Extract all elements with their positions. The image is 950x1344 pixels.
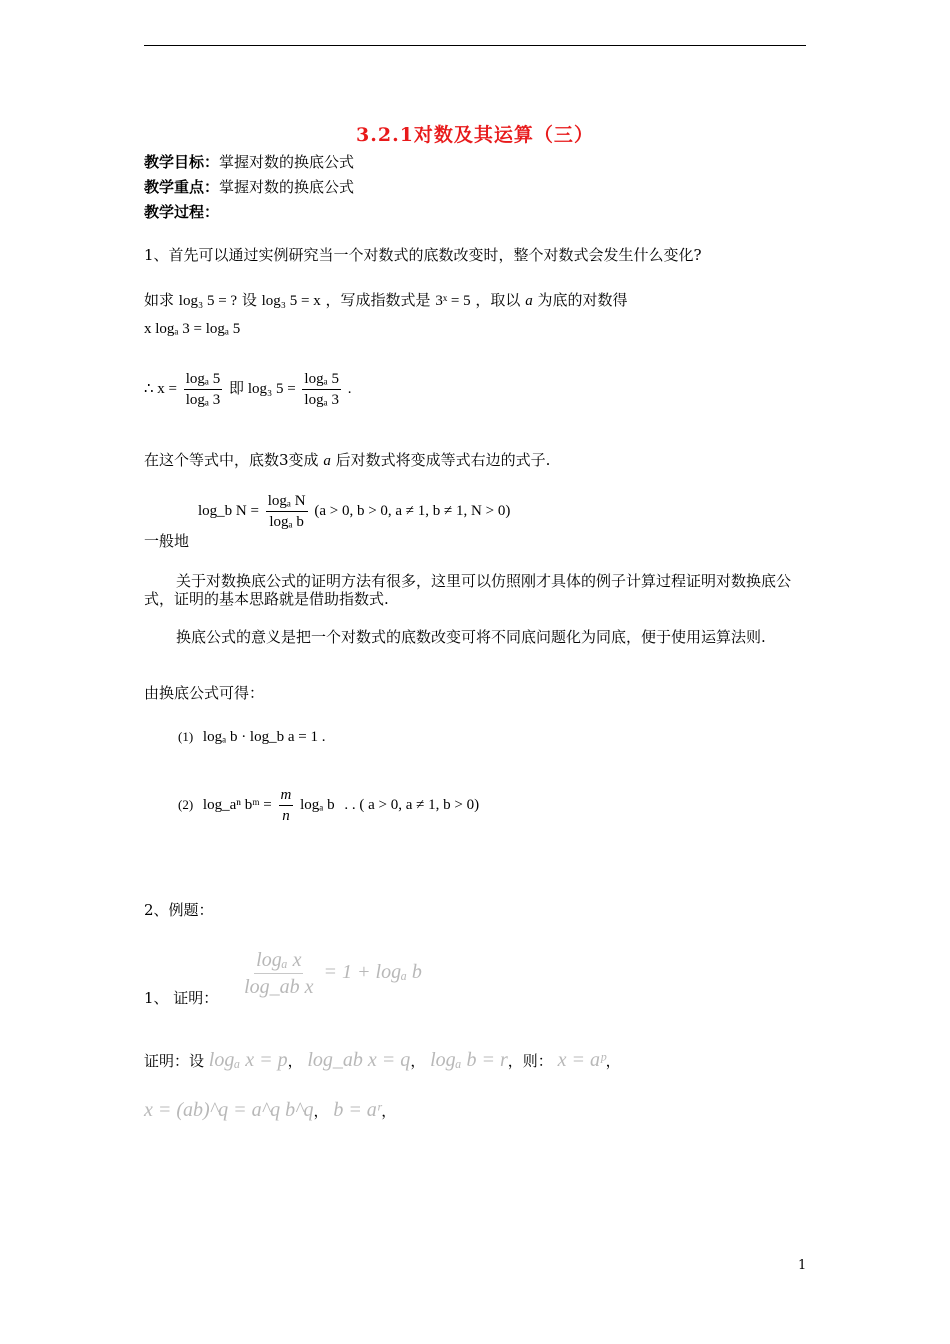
general-fraction (266, 492, 308, 531)
corollary-1 (178, 728, 325, 746)
corollary-1-label: (1) (178, 729, 194, 744)
change-text (144, 451, 550, 470)
corollary-1-end: . (321, 729, 326, 745)
therefore-mid: 即 (229, 378, 245, 397)
example-text-5: 为底的对数得 (537, 291, 628, 309)
page-title: 3.2.1对数及其运算（三） (356, 124, 594, 146)
objective-line (144, 153, 354, 171)
focus-line (144, 178, 354, 196)
proof-formula-2: log_ab x = q (307, 1049, 411, 1071)
therefore-end: . (347, 380, 352, 397)
fraction-1-num: logₐ 5 (184, 370, 223, 390)
focus-text: 掌握对数的换底公式 (219, 178, 355, 196)
general-fraction-num: logₐ N (266, 492, 308, 512)
process-label: 教学过程： (144, 203, 220, 221)
formula-a: a (525, 293, 533, 309)
example-text-4: ，取以 (475, 291, 521, 309)
example-1-label: 1、 证明： (144, 989, 219, 1008)
proof-comma-5: ， (313, 1102, 329, 1120)
general-lhs: log_b N = (198, 502, 259, 519)
example-1-num: logₐ x (254, 948, 303, 974)
formula-exponential: 3ˣ = 5 (435, 293, 471, 309)
derive-label: 由换底公式可得： (144, 684, 265, 702)
fraction-2-num: logₐ 5 (302, 370, 341, 390)
therefore-prefix: ∴ x = (144, 380, 178, 397)
objective-text: 掌握对数的换底公式 (219, 153, 355, 171)
example-text-2: 设 (241, 291, 257, 309)
example-1-den: log_ab x (244, 976, 314, 998)
fraction-1-den: logₐ 3 (185, 392, 221, 408)
example-text-1: 如求 (144, 291, 175, 309)
general-conditions: (a > 0, b > 0, a ≠ 1, b ≠ 1, N > 0) (314, 502, 511, 519)
change-text-1: 在这个等式中，底数3变成 (144, 451, 319, 469)
corollary-2-num: m (279, 786, 294, 806)
proof-label: 证明：设 (144, 1052, 205, 1070)
header-rule (144, 45, 806, 46)
proof-comma-2: ， (410, 1052, 426, 1070)
corollary-2-fraction (279, 786, 294, 825)
proof-formula-1: logₐ x = p (208, 1049, 288, 1071)
proof-comma-4: ， (605, 1052, 621, 1070)
formula-x-log: x logₐ 3 = logₐ 5 (144, 321, 241, 337)
change-of-base-formula (198, 492, 510, 531)
focus-label: 教学重点： (144, 178, 220, 196)
corollary-2 (178, 786, 479, 825)
meaning-paragraph: 换底公式的意义是把一个对数式的底数改变可将不同底问题化为同底，便于使用运算法则. (176, 628, 766, 646)
formula-log3-5-x: log₃ 5 = x (261, 293, 321, 309)
page-number: 1 (798, 1258, 807, 1273)
therefore-lhs: log₃ 5 = (247, 380, 296, 397)
corollary-2-conditions: ( a > 0, a ≠ 1, b > 0) (359, 796, 480, 813)
change-text-2: 后对数式将变成等式右边的式子. (335, 451, 551, 469)
proof-comma-6: ， (381, 1102, 397, 1120)
proof-line-2 (144, 1098, 396, 1122)
corollary-2-sep: . . (344, 796, 356, 813)
example-1-rhs: = 1 + logₐ b (323, 961, 422, 984)
corollary-2-den: n (282, 808, 290, 824)
corollary-2-lhs: log_aⁿ bᵐ = (202, 796, 272, 813)
corollary-2-rhs: logₐ b (300, 796, 335, 813)
corollary-2-label: (2) (178, 796, 194, 812)
example-1 (144, 948, 422, 1008)
fraction-2 (302, 370, 341, 409)
example-1-formula (239, 949, 422, 998)
general-fraction-den: logₐ b (269, 514, 304, 530)
proof-formula-4: x = aᵖ (557, 1049, 606, 1071)
proof-formula-6: b = aʳ (333, 1099, 382, 1121)
therefore-line (144, 370, 351, 409)
fraction-2-den: logₐ 3 (304, 392, 339, 408)
example-line (144, 291, 628, 310)
proof-formula-3: logₐ b = r (430, 1049, 508, 1071)
corollary-1-formula: logₐ b · log_b a = 1 (202, 729, 318, 745)
proof-paragraph: 关于对数换底公式的证明方法有很多，这里可以仿照刚才具体的例子计算过程证明对数换底公式，证明的基本思路就是借助指数式. (144, 572, 792, 608)
example-1-fraction (242, 948, 315, 999)
fraction-1 (184, 370, 223, 409)
proof-line-1 (144, 1048, 621, 1072)
proof-comma-1: ， (287, 1052, 303, 1070)
example-text-3: ，写成指数式是 (325, 291, 431, 309)
examples-label: 2、例题： (144, 901, 214, 919)
objective-label: 教学目标： (144, 153, 220, 171)
intro-text: 1、首先可以通过实例研究当一个对数式的底数改变时，整个对数式会发生什么变化? (144, 246, 702, 264)
change-formula-a: a (323, 453, 331, 469)
proof-formula-5: x = (ab)^q = a^q b^q (144, 1099, 314, 1121)
proof-then: ，则： (507, 1052, 553, 1070)
general-label: 一般地 (144, 532, 190, 550)
formula-log3-5: log₃ 5 = ? (178, 293, 238, 309)
